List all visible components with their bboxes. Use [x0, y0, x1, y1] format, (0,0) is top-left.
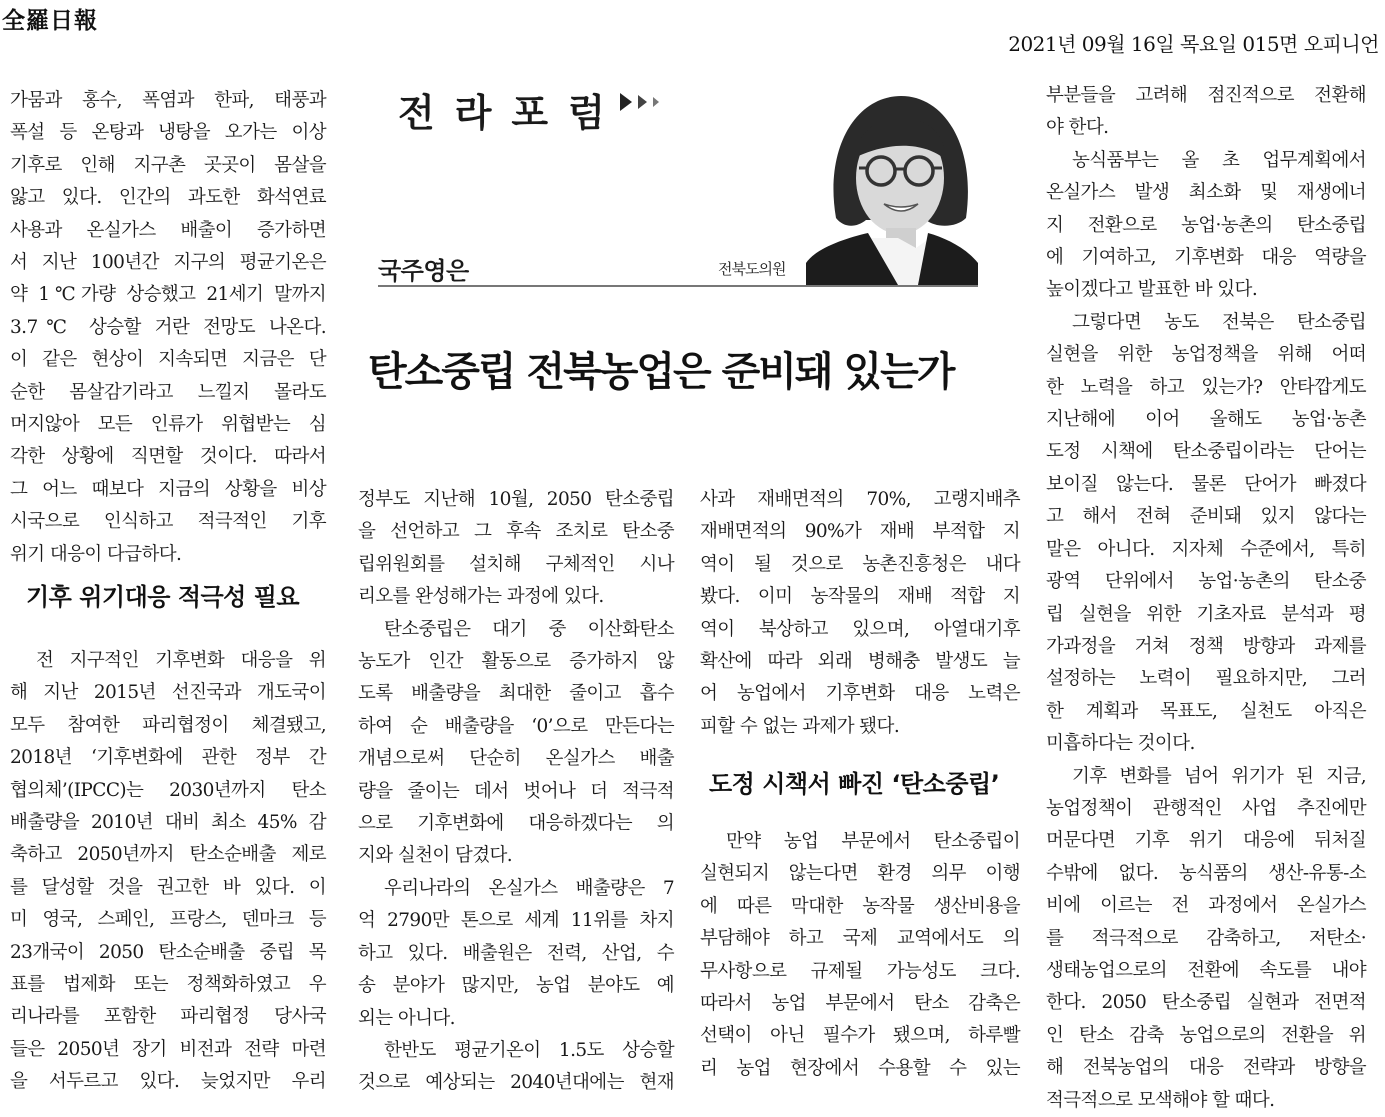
body-line: 해 지난 2015년 선진국과 개도국이: [10, 682, 326, 704]
body-line: 립 실현을 위한 기초자료 분석과 평: [1046, 603, 1366, 625]
body-line: 리나라를 포함한 파리협정 당사국: [10, 1006, 326, 1028]
body-line: 를 달성할 것을 권고한 바 있다. 이: [10, 876, 326, 898]
body-line: 것으로 예상되는 2040년대에는 현재: [358, 1072, 674, 1094]
body-line: 미흡하다는 것이다.: [1046, 733, 1195, 755]
body-line: 폭설 등 온탕과 냉탕을 오가는 이상: [10, 122, 326, 144]
subheading-2: 도정 시책서 빠진 ‘탄소중립’: [709, 770, 1000, 798]
body-line: 에 기여하고, 기후변화 대응 역량을: [1046, 247, 1366, 269]
body-line: 지난해에 이어 올해도 농업·농촌: [1046, 409, 1366, 431]
body-line: 수밖에 없다. 농식품의 생산-유통-소: [1046, 862, 1366, 884]
body-line: 무사항으로 규제될 가능성도 크다.: [700, 960, 1020, 982]
body-line: 어 농업에서 기후변화 대응 노력은: [700, 683, 1020, 705]
author-title: 전북도의원: [718, 260, 786, 278]
body-line: 가과정을 거쳐 정책 방향과 과제를: [1046, 635, 1366, 657]
body-line: 인 탄소 감축 농업으로의 전환을 위: [1046, 1024, 1366, 1046]
author-portrait: [806, 88, 978, 285]
body-line: 그렇다면 농도 전북은 탄소중립: [1072, 311, 1366, 333]
body-line: 송 분야가 많지만, 농업 분야도 예: [358, 975, 674, 997]
body-line: 앓고 있다. 인간의 과도한 화석연료: [10, 187, 326, 209]
body-line: 고 해서 전혀 준비돼 있지 않다는: [1046, 506, 1366, 528]
body-line: 광역 단위에서 농업·농촌의 탄소중: [1046, 571, 1366, 593]
arrow-large-icon: [620, 93, 632, 111]
body-line: 정부도 지난해 10월, 2050 탄소중립: [358, 489, 674, 510]
article-column-2: [358, 484, 674, 1100]
body-line: 량을 줄이는 데서 벗어나 더 적극적: [358, 780, 674, 802]
body-line: 역이 북상하고 있으며, 아열대기후: [700, 618, 1020, 640]
body-line: 가뭄과 홍수, 폭염과 한파, 태풍과: [10, 90, 326, 111]
body-line: 을 선언하고 그 후속 조치로 탄소중: [358, 521, 674, 543]
body-line: 한 계획과 목표도, 실천도 아직은: [1046, 700, 1366, 722]
article-column-1-continued: [10, 645, 326, 1099]
body-line: 보이질 않는다. 물론 단어가 빠졌다: [1046, 473, 1366, 495]
body-line: 부분들을 고려해 점진적으로 전환해: [1046, 85, 1366, 106]
body-line: 개념으로써 단순히 온실가스 배출: [358, 748, 674, 770]
body-line: 실현되지 않는다면 환경 의무 이행: [700, 863, 1020, 885]
body-line: 축하고 2050년까지 탄소순배출 제로: [10, 844, 326, 866]
body-line: 말은 아니다. 지자체 수준에서, 특히: [1046, 538, 1366, 560]
body-line: 머지않아 모든 인류가 위협받는 심: [10, 414, 326, 436]
body-line: 탄소중립은 대기 중 이산화탄소: [384, 618, 674, 640]
body-line: 표를 법제화 또는 정책화하였고 우: [10, 974, 326, 996]
newspaper-masthead: 全羅日報: [2, 8, 98, 34]
arrow-small-icon: [653, 97, 659, 107]
body-line: 피할 수 없는 과제가 됐다.: [700, 715, 900, 737]
body-line: 미 영국, 스페인, 프랑스, 덴마크 등: [10, 909, 326, 931]
body-line: 역이 될 것으로 농촌진흥청은 내다: [700, 553, 1020, 575]
body-line: 설정하는 노력이 필요하지만, 그러: [1046, 668, 1366, 690]
body-line: 억 2790만 톤으로 세계 11위를 차지: [358, 910, 674, 932]
triple-arrow-icon: [620, 93, 659, 111]
body-line: 온실가스 발생 최소화 및 재생에너: [1046, 182, 1366, 204]
body-line: 이 같은 현상이 지속되면 지금은 단: [10, 349, 326, 371]
body-line: 전 지구적인 기후변화 대응을 위: [36, 650, 326, 671]
body-line: 따라서 농업 부문에서 탄소 감축은: [700, 993, 1020, 1015]
body-line: 실현을 위한 농업정책을 위해 어떠: [1046, 344, 1366, 366]
body-line: 적극적으로 모색해야 할 때다.: [1046, 1089, 1275, 1111]
body-line: 립위원회를 설치해 구체적인 시나: [358, 553, 674, 575]
article-column-4: [1046, 80, 1366, 1117]
body-line: 들은 2050년 장기 비전과 전략 마련: [10, 1038, 326, 1060]
body-line: 약 1℃가량 상승했고 21세기 말까지: [10, 284, 326, 306]
body-line: 위기 대응이 다급하다.: [10, 543, 182, 565]
body-line: 사용과 온실가스 배출이 증가하면: [10, 219, 326, 241]
article-column-3: [700, 484, 1020, 743]
body-line: 협의체’(IPCC)는 2030년까지 탄소: [10, 779, 326, 801]
body-line: 사과 재배면적의 70%, 고랭지배추: [700, 489, 1020, 510]
body-line: 으로 기후변화에 대응하겠다는 의: [358, 813, 674, 835]
body-line: 지 전환으로 농업·농촌의 탄소중립: [1046, 214, 1366, 236]
body-line: 3.7℃ 상승할 거란 전망도 나온다.: [10, 316, 326, 338]
body-line: 를 적극적으로 감축하고, 저탄소·: [1046, 927, 1366, 949]
body-line: 각한 상황에 직면할 것이다. 따라서: [10, 446, 326, 468]
body-line: 농도가 인간 활동으로 증가하지 않: [358, 651, 674, 673]
body-line: 시국으로 인식하고 적극적인 기후: [10, 511, 326, 533]
body-line: 23개국이 2050 탄소순배출 중립 목: [10, 941, 326, 963]
body-line: 모두 참여한 파리협정이 체결됐고,: [10, 714, 326, 736]
body-line: 서 지난 100년간 지구의 평균기온은: [10, 252, 326, 274]
body-line: 확산에 따라 외래 병해충 발생도 늘: [700, 651, 1020, 673]
body-line: 순한 몸살감기라고 느낄지 몰라도: [10, 381, 326, 403]
body-line: 우리나라의 온실가스 배출량은 7: [384, 877, 674, 899]
body-line: 머문다면 기후 위기 대응에 뒤처질: [1046, 830, 1366, 852]
body-line: 한반도 평균기온이 1.5도 상승할: [384, 1039, 674, 1061]
body-line: 부담해야 하고 국제 교역에서도 의: [700, 928, 1020, 950]
portrait-photo-icon: [806, 88, 978, 285]
body-line: 을 서두르고 있다. 늦었지만 우리: [10, 1071, 326, 1093]
body-line: 높이겠다고 발표한 바 있다.: [1046, 279, 1258, 301]
body-line: 기후 변화를 넘어 위기가 된 지금,: [1072, 765, 1366, 787]
body-line: 농식품부는 올 초 업무계획에서: [1072, 149, 1366, 171]
body-line: 기후로 인해 지구촌 곳곳이 몸살을: [10, 154, 326, 176]
body-line: 도록 배출량을 최대한 줄이고 흡수: [358, 683, 674, 705]
body-line: 재배면적의 90%가 재배 부적합 지: [700, 521, 1020, 543]
body-line: 하고 있다. 배출원은 전력, 산업, 수: [358, 942, 674, 964]
article-column-3-continued: [700, 826, 1020, 1085]
body-line: 리 농업 현장에서 수용할 수 있는: [700, 1057, 1020, 1079]
body-line: 한다. 2050 탄소중립 실현과 전면적: [1046, 992, 1366, 1014]
body-line: 리오를 완성해가는 과정에 있다.: [358, 586, 604, 608]
body-line: 해 전북농업의 대응 전략과 방향을: [1046, 1057, 1366, 1079]
body-line: 그 어느 때보다 지금의 상황을 비상: [10, 478, 326, 500]
body-line: 비에 이르는 전 과정에서 온실가스: [1046, 895, 1366, 917]
body-line: 야 한다.: [1046, 117, 1109, 139]
body-line: 외는 아니다.: [358, 1007, 455, 1029]
body-line: 선택이 아닌 필수가 됐으며, 하루빨: [700, 1025, 1020, 1047]
subheading-1: 기후 위기대응 적극성 필요: [26, 583, 300, 611]
column-series-title: 전라포럼: [398, 91, 625, 135]
body-line: 배출량을 2010년 대비 최소 45% 감: [10, 812, 326, 834]
article-column-1: [10, 85, 326, 571]
body-line: 도정 시책에 탄소중립이라는 단어는: [1046, 441, 1366, 463]
body-line: 하여 순 배출량을 ‘0’으로 만든다는: [358, 715, 674, 737]
article-headline: 탄소중립 전북농업은 준비돼 있는가: [368, 349, 954, 395]
dateline: 2021년 09월 16일 목요일 015면 오피니언: [1008, 32, 1379, 56]
author-divider: [378, 285, 978, 287]
body-line: 지와 실천이 담겼다.: [358, 845, 513, 867]
body-line: 2018년 ‘기후변화에 관한 정부 간: [10, 747, 326, 769]
body-line: 농업정책이 관행적인 사업 추진에만: [1046, 797, 1366, 819]
body-line: 만약 농업 부문에서 탄소중립이: [726, 831, 1020, 852]
body-line: 봤다. 이미 농작물의 재배 적합 지: [700, 586, 1020, 608]
arrow-medium-icon: [638, 95, 647, 109]
body-line: 한 노력을 하고 있는가? 안타깝게도: [1046, 376, 1366, 398]
body-line: 생태농업으로의 전환에 속도를 내야: [1046, 959, 1366, 981]
author-name: 국주영은: [378, 257, 469, 285]
body-line: 에 따른 막대한 농작물 생산비용을: [700, 895, 1020, 917]
